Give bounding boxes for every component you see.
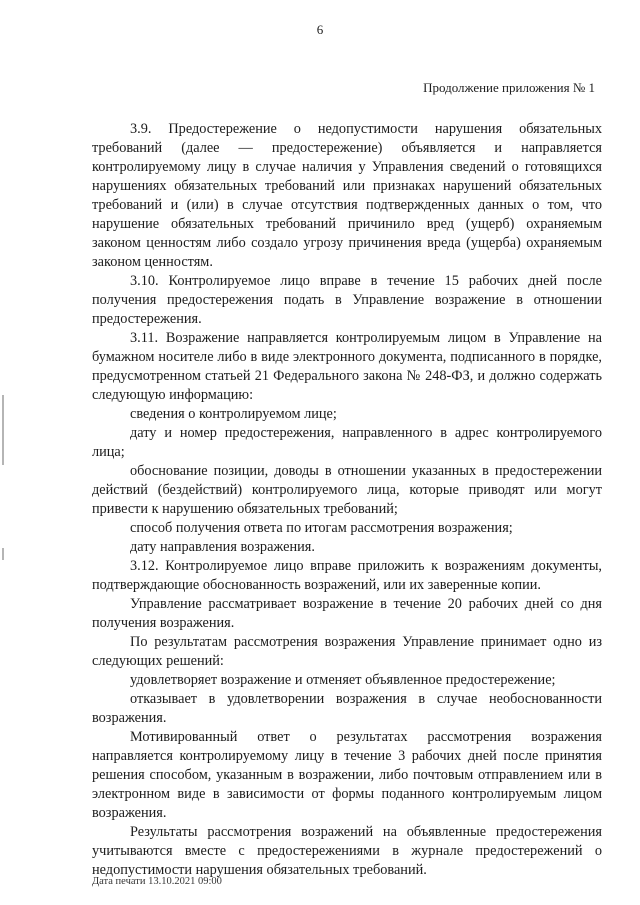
document-body bbox=[92, 120, 602, 880]
paragraph: Мотивированный ответ о результатах рассмотрения возражения направляется контролируемому лицу в течение 3 рабочих дней после принятия решения способом, указанным в возражении, либо почтовым отправлением или в электронном виде в зависимости от формы поданного контролируемым лицом возражения. bbox=[92, 729, 602, 821]
paragraph: По результатам рассмотрения возражения Управление принимает одно из следующих решений: bbox=[92, 634, 602, 669]
list-item: дату направления возражения. bbox=[130, 539, 315, 555]
print-date: Дата печати 13.10.2021 09:00 bbox=[92, 876, 222, 887]
list-item: удовлетворяет возражение и отменяет объявленное предостережение; bbox=[130, 672, 556, 688]
paragraph-3-11: 3.11. Возражение направляется контролируемым лицом в Управление на бумажном носителе либо в виде электронного документа, подписанного в порядке, предусмотренном статьей 21 Федерального закона № 248-ФЗ, и должно содержать следующую информацию: bbox=[92, 330, 602, 403]
scan-edge-mark bbox=[2, 548, 4, 560]
appendix-continuation-note: Продолжение приложения № 1 bbox=[423, 80, 595, 95]
page-number: 6 bbox=[316, 22, 324, 37]
paragraph: Управление рассматривает возражение в течение 20 рабочих дней со дня получения возражения. bbox=[92, 596, 602, 631]
list-item: способ получения ответа по итогам рассмотрения возражения; bbox=[130, 520, 513, 536]
list-item: дату и номер предостережения, направленного в адрес контролируемого лица; bbox=[92, 425, 602, 460]
list-item: обоснование позиции, доводы в отношении указанных в предостережении действий (бездействий) контролируемого лица, которые приводят или могут привести к нарушению обязательных требований; bbox=[92, 463, 602, 517]
paragraph-3-9: 3.9. Предостережение о недопустимости нарушения обязательных требований (далее — предостережение) объявляется и направляется контролируемому лицу в случае наличия у Управления сведений о готовящихся нарушениях обязательных требований или признаках нарушений обязательных требований и (или) в случае отсутствия подтвержденных данных о том, что нарушение обязательных требований причинило вред (ущерб) охраняемым законом ценностям либо создало угрозу причинения вреда (ущерба) охраняемым законом ценностям. bbox=[92, 121, 602, 270]
list-item: сведения о контролируемом лице; bbox=[130, 406, 337, 422]
paragraph: Результаты рассмотрения возражений на объявленные предостережения учитываются вместе с предостережениями в журнале предостережений о недопустимости нарушения обязательных требований. bbox=[92, 824, 602, 878]
paragraph-3-10: 3.10. Контролируемое лицо вправе в течение 15 рабочих дней после получения предостережения подать в Управление возражение в отношении предостережения. bbox=[92, 273, 602, 327]
scan-edge-mark bbox=[2, 395, 4, 465]
paragraph-3-12: 3.12. Контролируемое лицо вправе приложить к возражениям документы, подтверждающие обоснованность возражений, или их заверенные копии. bbox=[92, 558, 602, 593]
list-item: отказывает в удовлетворении возражения в случае необоснованности возражения. bbox=[92, 691, 602, 726]
